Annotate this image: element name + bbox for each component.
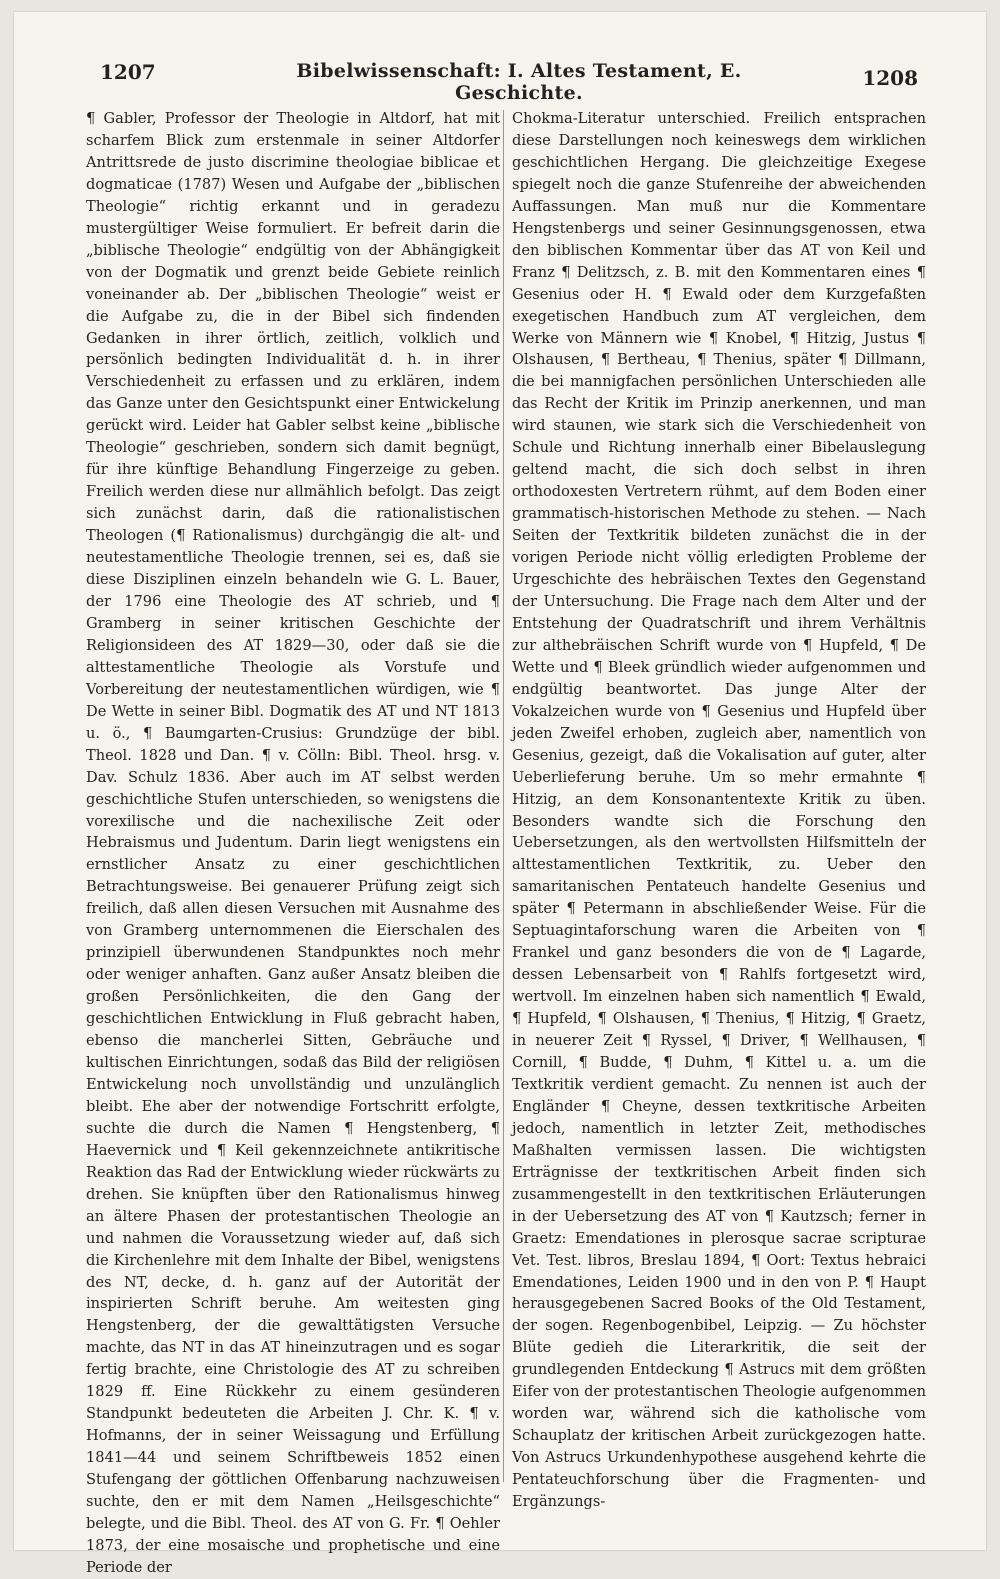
text-column-right: [512, 108, 926, 1513]
text-column-left: [86, 108, 500, 1579]
page-header: [100, 60, 918, 104]
column-text-left: ¶ Gabler, Professor der Theologie in Altdorf, hat mit scharfem Blick zum erstenmale in seiner Altdorfer Antrittsrede de justo discrimine theologiae biblicae et dogmaticae (1787) Wesen und Aufgabe der „biblischen Theologie“ richtig erkannt und in geradezu mustergültiger Weise formuliert. Er befreit darin die „biblische Theologie“ endgültig von der Abhängigkeit von der Dogmatik und grenzt beide Gebiete reinlich voneinander ab. Der „biblischen Theologie“ weist er die Aufgabe zu, die in der Bibel sich findenden Gedanken in ihrer örtlich, zeitlich, volklich und persönlich bedingten Individualität d. h. in ihrer Verschiedenheit zu erfassen und zu erklären, indem das Ganze unter den Gesichtspunkt einer Entwickelung gerückt wird. Leider hat Gabler selbst keine „biblische Theologie“ geschrieben, sondern sich damit begnügt, für ihre künftige Behandlung Fingerzeige zu geben. Freilich werden diese nur allmählich befolgt. Das zeigt sich zunächst darin, daß die rationalistischen Theologen (¶ Rationalismus) durchgängig die alt- und neutestamentliche Theologie trennen, sei es, daß sie diese Disziplinen einzeln behandeln wie G. L. Bauer, der 1796 eine Theologie des AT schrieb, und ¶ Gramberg in seiner kritischen Geschichte der Religionsideen des AT 1829—30, oder daß sie die alttestamentliche Theologie als Vorstufe und Vorbereitung der neutestamentlichen würdigen, wie ¶ De Wette in seiner Bibl. Dogmatik des AT und NT 1813 u. ö., ¶ Baumgarten-Crusius: Grundzüge der bibl. Theol. 1828 und Dan. ¶ v. Cölln: Bibl. Theol. hrsg. v. Dav. Schulz 1836. Aber auch im AT selbst werden geschichtliche Stufen unterschieden, so wenigstens die vorexilische und die nachexilische Zeit oder Hebraismus und Judentum. Darin liegt wenigstens ein ernstlicher Ansatz zu einer geschichtlichen Betrachtungsweise. Bei genauerer Prüfung zeigt sich freilich, daß allen diesen Versuchen mit Ausnahme des von Gramberg unternommenen die Eierschalen des prinzipiell überwundenen Standpunktes noch mehr oder weniger anhaften. Ganz außer Ansatz bleiben die großen Persönlichkeiten, die den Gang der geschichtlichen Entwicklung in Fluß gebracht haben, ebenso die mancherlei Sitten, Gebräuche und kultischen Einrichtungen, sodaß das Bild der religiösen Entwickelung noch unvollständig und unzulänglich bleibt. Ehe aber der notwendige Fortschritt erfolgte, suchte die durch die Namen ¶ Hengstenberg, ¶ Haevernick und ¶ Keil gekennzeichnete antikritische Reaktion das Rad der Entwicklung wieder rückwärts zu drehen. Sie knüpften über den Rationalismus hinweg an ältere Phasen der protestantischen Theologie an und nahmen die Voraussetzung wieder auf, daß sich die Kirchenlehre mit dem Inhalte der Bibel, wenigstens des NT, decke, d. h. ganz auf der Autorität der inspirierten Schrift beruhe. Am weitesten ging Hengstenberg, der die gewalttätigsten Versuche machte, das NT in das AT hineinzutragen und es sogar fertig brachte, eine Christologie des AT zu schreiben 1829 ff. Eine Rückkehr zu einem gesünderen Standpunkt bedeuteten die Arbeiten J. Chr. K. ¶ v. Hofmanns, der in seiner Weissagung und Erfüllung 1841—44 und seinem Schriftbeweis 1852 einen Stufengang der göttlichen Offenbarung nachzuweisen suchte, den er mit dem Namen „Heilsgeschichte“ belegte, und die Bibl. Theol. des AT von G. Fr. ¶ Oehler 1873, der eine mosaische und prophetische und eine Periode der: [86, 110, 500, 1576]
page-number-left: 1207: [100, 60, 156, 84]
column-text-right: Chokma-Literatur unterschied. Freilich entsprachen diese Darstellungen noch keineswegs dem wirklichen geschichtlichen Hergang. Die gleichzeitige Exegese spiegelt noch die ganze Stufenreihe der abweichenden Auffassungen. Man muß nur die Kommentare Hengstenbergs und seiner Gesinnungsgenossen, etwa den biblischen Kommentar über das AT von Keil und Franz ¶ Delitzsch, z. B. mit den Kommentaren eines ¶ Gesenius oder H. ¶ Ewald oder dem Kurzgefaßten exegetischen Handbuch zum AT vergleichen, dem Werke von Männern wie ¶ Knobel, ¶ Hitzig, Justus ¶ Olshausen, ¶ Bertheau, ¶ Thenius, später ¶ Dillmann, die bei mannigfachen persönlichen Unterschieden alle das Recht der Kritik im Prinzip anerkennen, und man wird staunen, wie stark sich die Verschiedenheit von Schule und Richtung innerhalb einer Bibelauslegung geltend macht, die sich doch selbst in ihren orthodoxesten Vertretern rühmt, auf dem Boden einer grammatisch-historischen Methode zu stehen. — Nach Seiten der Textkritik bildeten zunächst die in der vorigen Periode nicht völlig erledigten Probleme der Urgeschichte des hebräischen Textes den Gegenstand der Untersuchung. Die Frage nach dem Alter und der Entstehung der Quadratschrift und ihrem Verhältnis zur althebräischen Schrift wurde von ¶ Hupfeld, ¶ De Wette und ¶ Bleek gründlich wieder aufgenommen und endgültig beantwortet. Das junge Alter der Vokalzeichen wurde von ¶ Gesenius und Hupfeld über jeden Zweifel erhoben, zugleich aber, namentlich von Gesenius, gezeigt, daß die Vokalisation auf guter, alter Ueberlieferung beruhe. Um so mehr ermahnte ¶ Hitzig, an dem Konsonantentexte Kritik zu üben. Besonders wandte sich die Forschung den Uebersetzungen, als den wertvollsten Hilfsmitteln der alttestamentlichen Textkritik, zu. Ueber den samaritanischen Pentateuch handelte Gesenius und später ¶ Petermann in abschließender Weise. Für die Septuagintaforschung waren die Arbeiten von ¶ Frankel und ganz besonders die von de ¶ Lagarde, dessen Lebensarbeit von ¶ Rahlfs fortgesetzt wird, wertvoll. Im einzelnen haben sich namentlich ¶ Ewald, ¶ Hupfeld, ¶ Olshausen, ¶ Thenius, ¶ Hitzig, ¶ Graetz, in neuerer Zeit ¶ Ryssel, ¶ Driver, ¶ Wellhausen, ¶ Cornill, ¶ Budde, ¶ Duhm, ¶ Kittel u. a. um die Textkritik verdient gemacht. Zu nennen ist auch der Engländer ¶ Cheyne, dessen textkritische Arbeiten jedoch, namentlich in letzter Zeit, methodisches Maßhalten vermissen lassen. Die wichtigsten Erträgnisse der textkritischen Arbeit finden sich zusammengestellt in den textkritischen Erläuterungen in der Uebersetzung des AT von ¶ Kautzsch; ferner in Graetz: Emendationes in plerosque sacrae scripturae Vet. Test. libros, Breslau 1894, ¶ Oort: Textus hebraici Emendationes, Leiden 1900 und in den von P. ¶ Haupt herausgegebenen Sacred Books of the Old Testament, der sogen. Regenbogenbibel, Leipzig. — Zu höchster Blüte gedieh die Literarkritik, die seit der grundlegenden Entdeckung ¶ Astrucs mit dem größten Eifer von der protestantischen Theologie aufgenommen worden war, während sich die katholische vom Schauplatz der kritischen Arbeit zurückgezogen hatte. Von Astrucs Urkundenhypothese ausgehend kehrte die Pentateuchforschung über die Fragmenten- und Ergänzungs-: [512, 110, 926, 1511]
page-number-right: 1208: [862, 66, 918, 90]
column-divider: [503, 110, 504, 1482]
book-page: [14, 12, 986, 1576]
running-head: Bibelwissenschaft: I. Altes Testament, E. Geschichte.: [296, 60, 742, 104]
